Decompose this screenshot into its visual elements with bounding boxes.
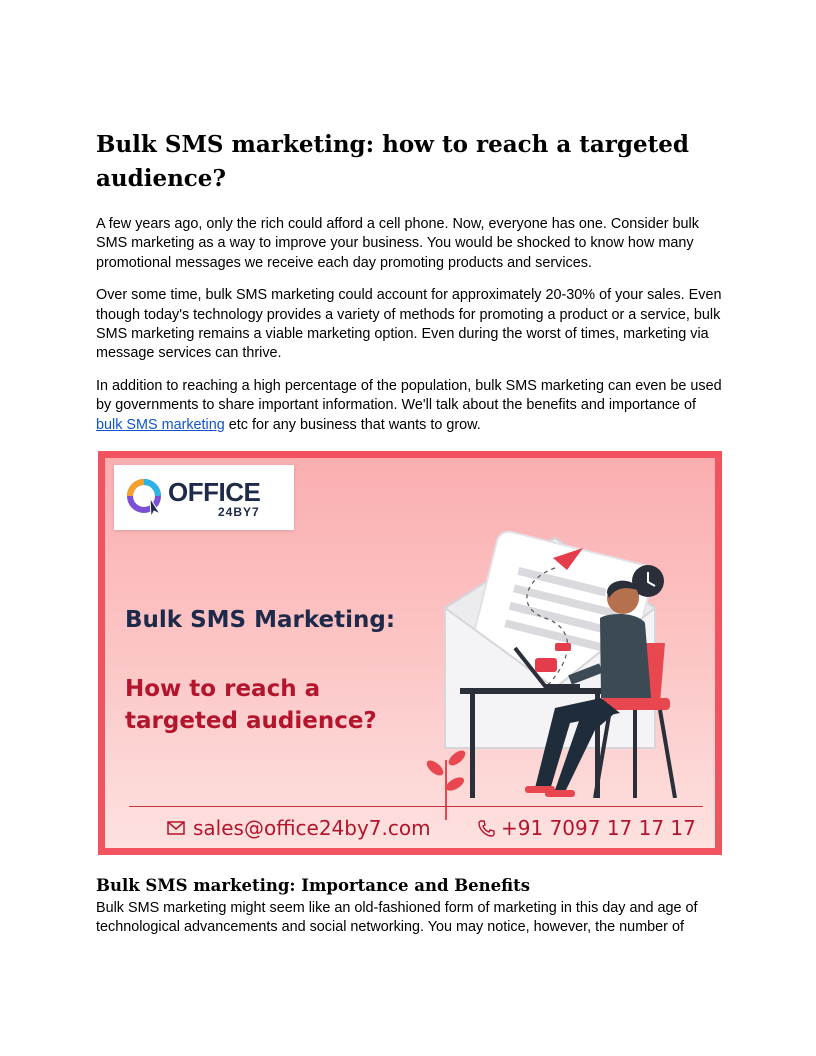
phone-icon [477, 819, 495, 837]
benefits-text-start: In addition to reaching a high percentage of the population, bulk SMS marketing can even be used by governments to share important information. We'll talk about the benefits and importance of [96, 377, 722, 414]
benefits-text-end: etc for any business that wants to grow. [224, 416, 481, 433]
desk [460, 688, 610, 694]
intro-paragraph: A few years ago, only the rich could afford a cell phone. Now, everyone has one. Consider bulk SMS marketing as a way to improve your business. You would be shocked to know how many promotional messages we receive each day promoting products and services. [96, 216, 699, 271]
logo-q-icon [124, 476, 168, 520]
message-bubble-icon [535, 658, 557, 672]
logo-subtext: 24BY7 [218, 505, 260, 519]
page-title: Bulk SMS marketing: how to reach a targeted audience? [96, 131, 689, 192]
envelope-icon [167, 821, 185, 835]
benefits-paragraph [96, 377, 724, 435]
promo-banner-image [98, 451, 722, 855]
company-logo [114, 465, 294, 530]
banner-email [167, 816, 431, 840]
phone-number: +91 7097 17 17 17 [501, 816, 696, 840]
article-body [96, 128, 724, 448]
importance-section [96, 875, 724, 951]
banner-subheading: How to reach a targeted audience? [125, 676, 377, 734]
banner-phone [477, 816, 696, 840]
plant-icon [421, 740, 471, 820]
email-address: sales@office24by7.com [193, 816, 431, 840]
person-shirt [600, 614, 651, 698]
sales-paragraph: Over some time, bulk SMS marketing could account for approximately 20-30% of your sales. Even though today's technology provides a variety of methods for promoting a product or a service, bulk SMS marketing remains a viable marketing option. Even during the worst of times, marketing via message services can thrive. [96, 287, 722, 362]
banner-background [105, 458, 715, 848]
bulk-sms-marketing-link[interactable]: bulk SMS marketing [96, 416, 225, 433]
banner-heading: Bulk SMS Marketing: [125, 607, 396, 633]
logo-text: OFFICE [168, 477, 261, 507]
section-heading: Bulk SMS marketing: Importance and Benefits [96, 876, 531, 895]
banner-divider [129, 806, 703, 807]
section-paragraph: Bulk SMS marketing might seem like an old-fashioned form of marketing in this day and age of technological advancements and social networking. You may notice, however, the number of [96, 900, 698, 936]
